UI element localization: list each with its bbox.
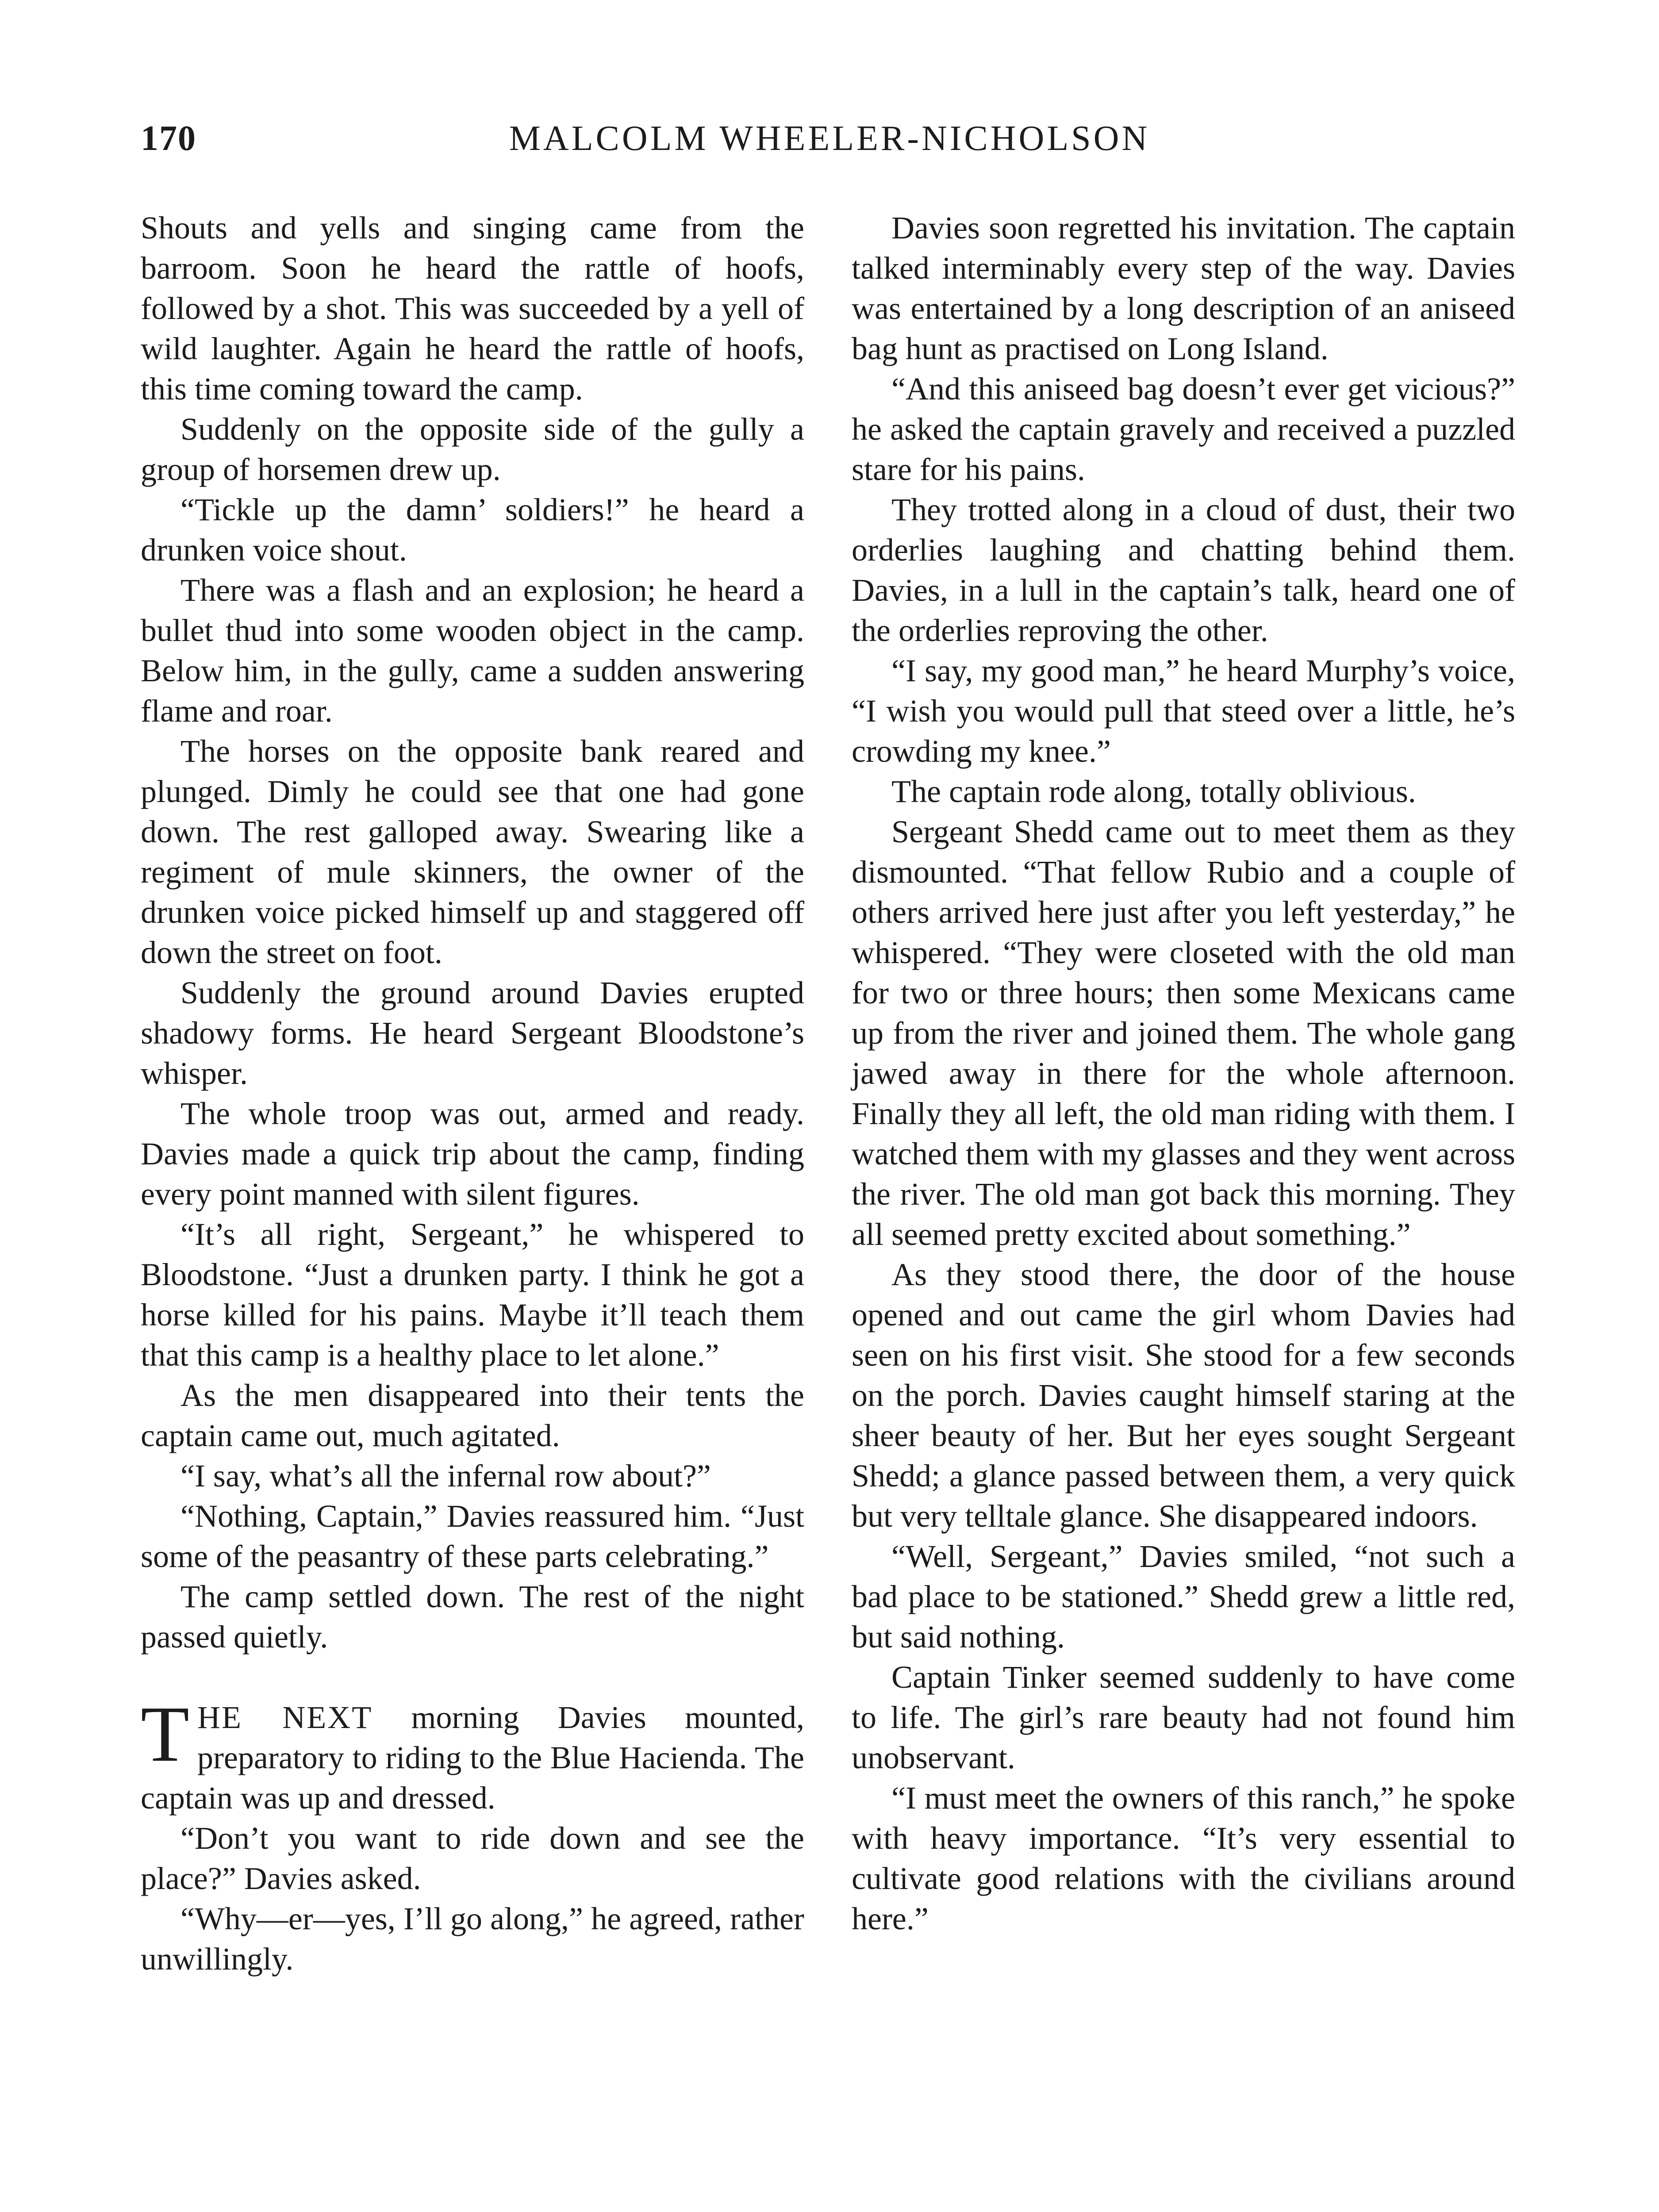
paragraph: “And this aniseed bag doesn’t ever get vicious?” he asked the captain gravely and received a puzzled stare for his pains. bbox=[852, 371, 1515, 487]
paragraph: “Well, Sergeant,” Davies smiled, “not such a bad place to be stationed.” Shedd grew a little red, but said nothing. bbox=[852, 1539, 1515, 1655]
drop-cap: T bbox=[141, 1690, 189, 1778]
paragraph: They trotted along in a cloud of dust, their two orderlies laughing and chatting behind them. Davies, in a lull in the captain’s talk, heard one of the orderlies reproving the other. bbox=[852, 492, 1515, 648]
paragraph: “It’s all right, Sergeant,” he whispered to Bloodstone. “Just a drunken party. I think he got a horse killed for his pains. Maybe it’ll teach them that this camp is a healthy place to let alone.” bbox=[141, 1217, 804, 1373]
paragraph: The whole troop was out, armed and ready. Davies made a quick trip about the camp, finding every point manned with silent figures. bbox=[141, 1096, 804, 1212]
paragraph: Suddenly on the opposite side of the gully a group of horsemen drew up. bbox=[141, 411, 804, 487]
paragraph: The horses on the opposite bank reared and plunged. Dimly he could see that one had gone down. The rest galloped away. Swearing like a regiment of mule skinners, the owner of the drunken voice picked himself up and staggered off down the street on foot. bbox=[141, 733, 804, 970]
paragraph: Shouts and yells and singing came from the barroom. Soon he heard the rattle of hoofs, followed by a shot. This was succeeded by a yell of wild laughter. Again he heard the rattle of hoofs, this time coming toward the camp. bbox=[141, 210, 804, 407]
paragraph: Sergeant Shedd came out to meet them as they dismounted. “That fellow Rubio and a couple of others arrived here just after you left yesterday,” he whispered. “They were closeted with the old man for two or three hours; then some Mexicans came up from the river and joined them. The whole gang jawed away in there for the whole afternoon. Finally they all left, the old man riding with them. I watched them with my glasses and they went across the river. The old man got back this morning. They all seemed pretty excited about something.” bbox=[852, 814, 1515, 1252]
paragraph: “I must meet the owners of this ranch,” he spoke with heavy importance. “It’s very essential to cultivate good relations with the civilians around here.” bbox=[852, 1780, 1515, 1936]
left-column bbox=[141, 208, 804, 1979]
paragraph: “Don’t you want to ride down and see the place?” Davies asked. bbox=[141, 1820, 804, 1896]
running-title: MALCOLM WHEELER-NICHOLSON bbox=[509, 119, 1150, 158]
page-header bbox=[141, 119, 1518, 167]
paragraph: The captain rode along, totally oblivious. bbox=[891, 774, 1416, 809]
paragraph: The camp settled down. The rest of the night passed quietly. bbox=[141, 1579, 804, 1655]
paragraph: “I say, what’s all the infernal row about?” bbox=[180, 1458, 711, 1494]
section-opening-text: morning Davies mounted, preparatory to riding to the Blue Hacienda. The captain was up and dressed. bbox=[141, 1700, 804, 1816]
paragraph: As they stood there, the door of the house opened and out came the girl whom Davies had seen on his first visit. She stood for a few seconds on the porch. Davies caught himself staring at the sheer beauty of her. But her eyes sought Sergeant Shedd; a glance passed between them, a very quick but very telltale glance. She disappeared indoors. bbox=[852, 1257, 1515, 1534]
paragraph: “Tickle up the damn’ soldiers!” he heard a drunken voice shout. bbox=[141, 492, 804, 568]
paragraph: Davies soon regretted his invitation. The captain talked interminably every step of the way. Davies was entertained by a long description of an aniseed bag hunt as practised on Long Island. bbox=[852, 210, 1515, 366]
paragraph: As the men disappeared into their tents the captain came out, much agitated. bbox=[141, 1378, 804, 1453]
section-lead-in: HE NEXT bbox=[197, 1700, 373, 1735]
right-column bbox=[852, 208, 1515, 1939]
page-number: 170 bbox=[141, 119, 196, 158]
paragraph: “Why—er—yes, I’ll go along,” he agreed, rather unwillingly. bbox=[141, 1901, 804, 1977]
section-opening-paragraph bbox=[141, 1690, 804, 1818]
paragraph: There was a flash and an explosion; he heard a bullet thud into some wooden object in the camp. Below him, in the gully, came a sudden answering flame and roar. bbox=[141, 572, 804, 729]
paragraph: “I say, my good man,” he heard Murphy’s voice, “I wish you would pull that steed over a little, he’s crowding my knee.” bbox=[852, 653, 1515, 769]
paragraph: “Nothing, Captain,” Davies reassured him. “Just some of the peasantry of these parts celebrating.” bbox=[141, 1498, 804, 1574]
paragraph: Captain Tinker seemed suddenly to have come to life. The girl’s rare beauty had not found him unobservant. bbox=[852, 1659, 1515, 1775]
paragraph: Suddenly the ground around Davies erupted shadowy forms. He heard Sergeant Bloodstone’s whisper. bbox=[141, 975, 804, 1091]
